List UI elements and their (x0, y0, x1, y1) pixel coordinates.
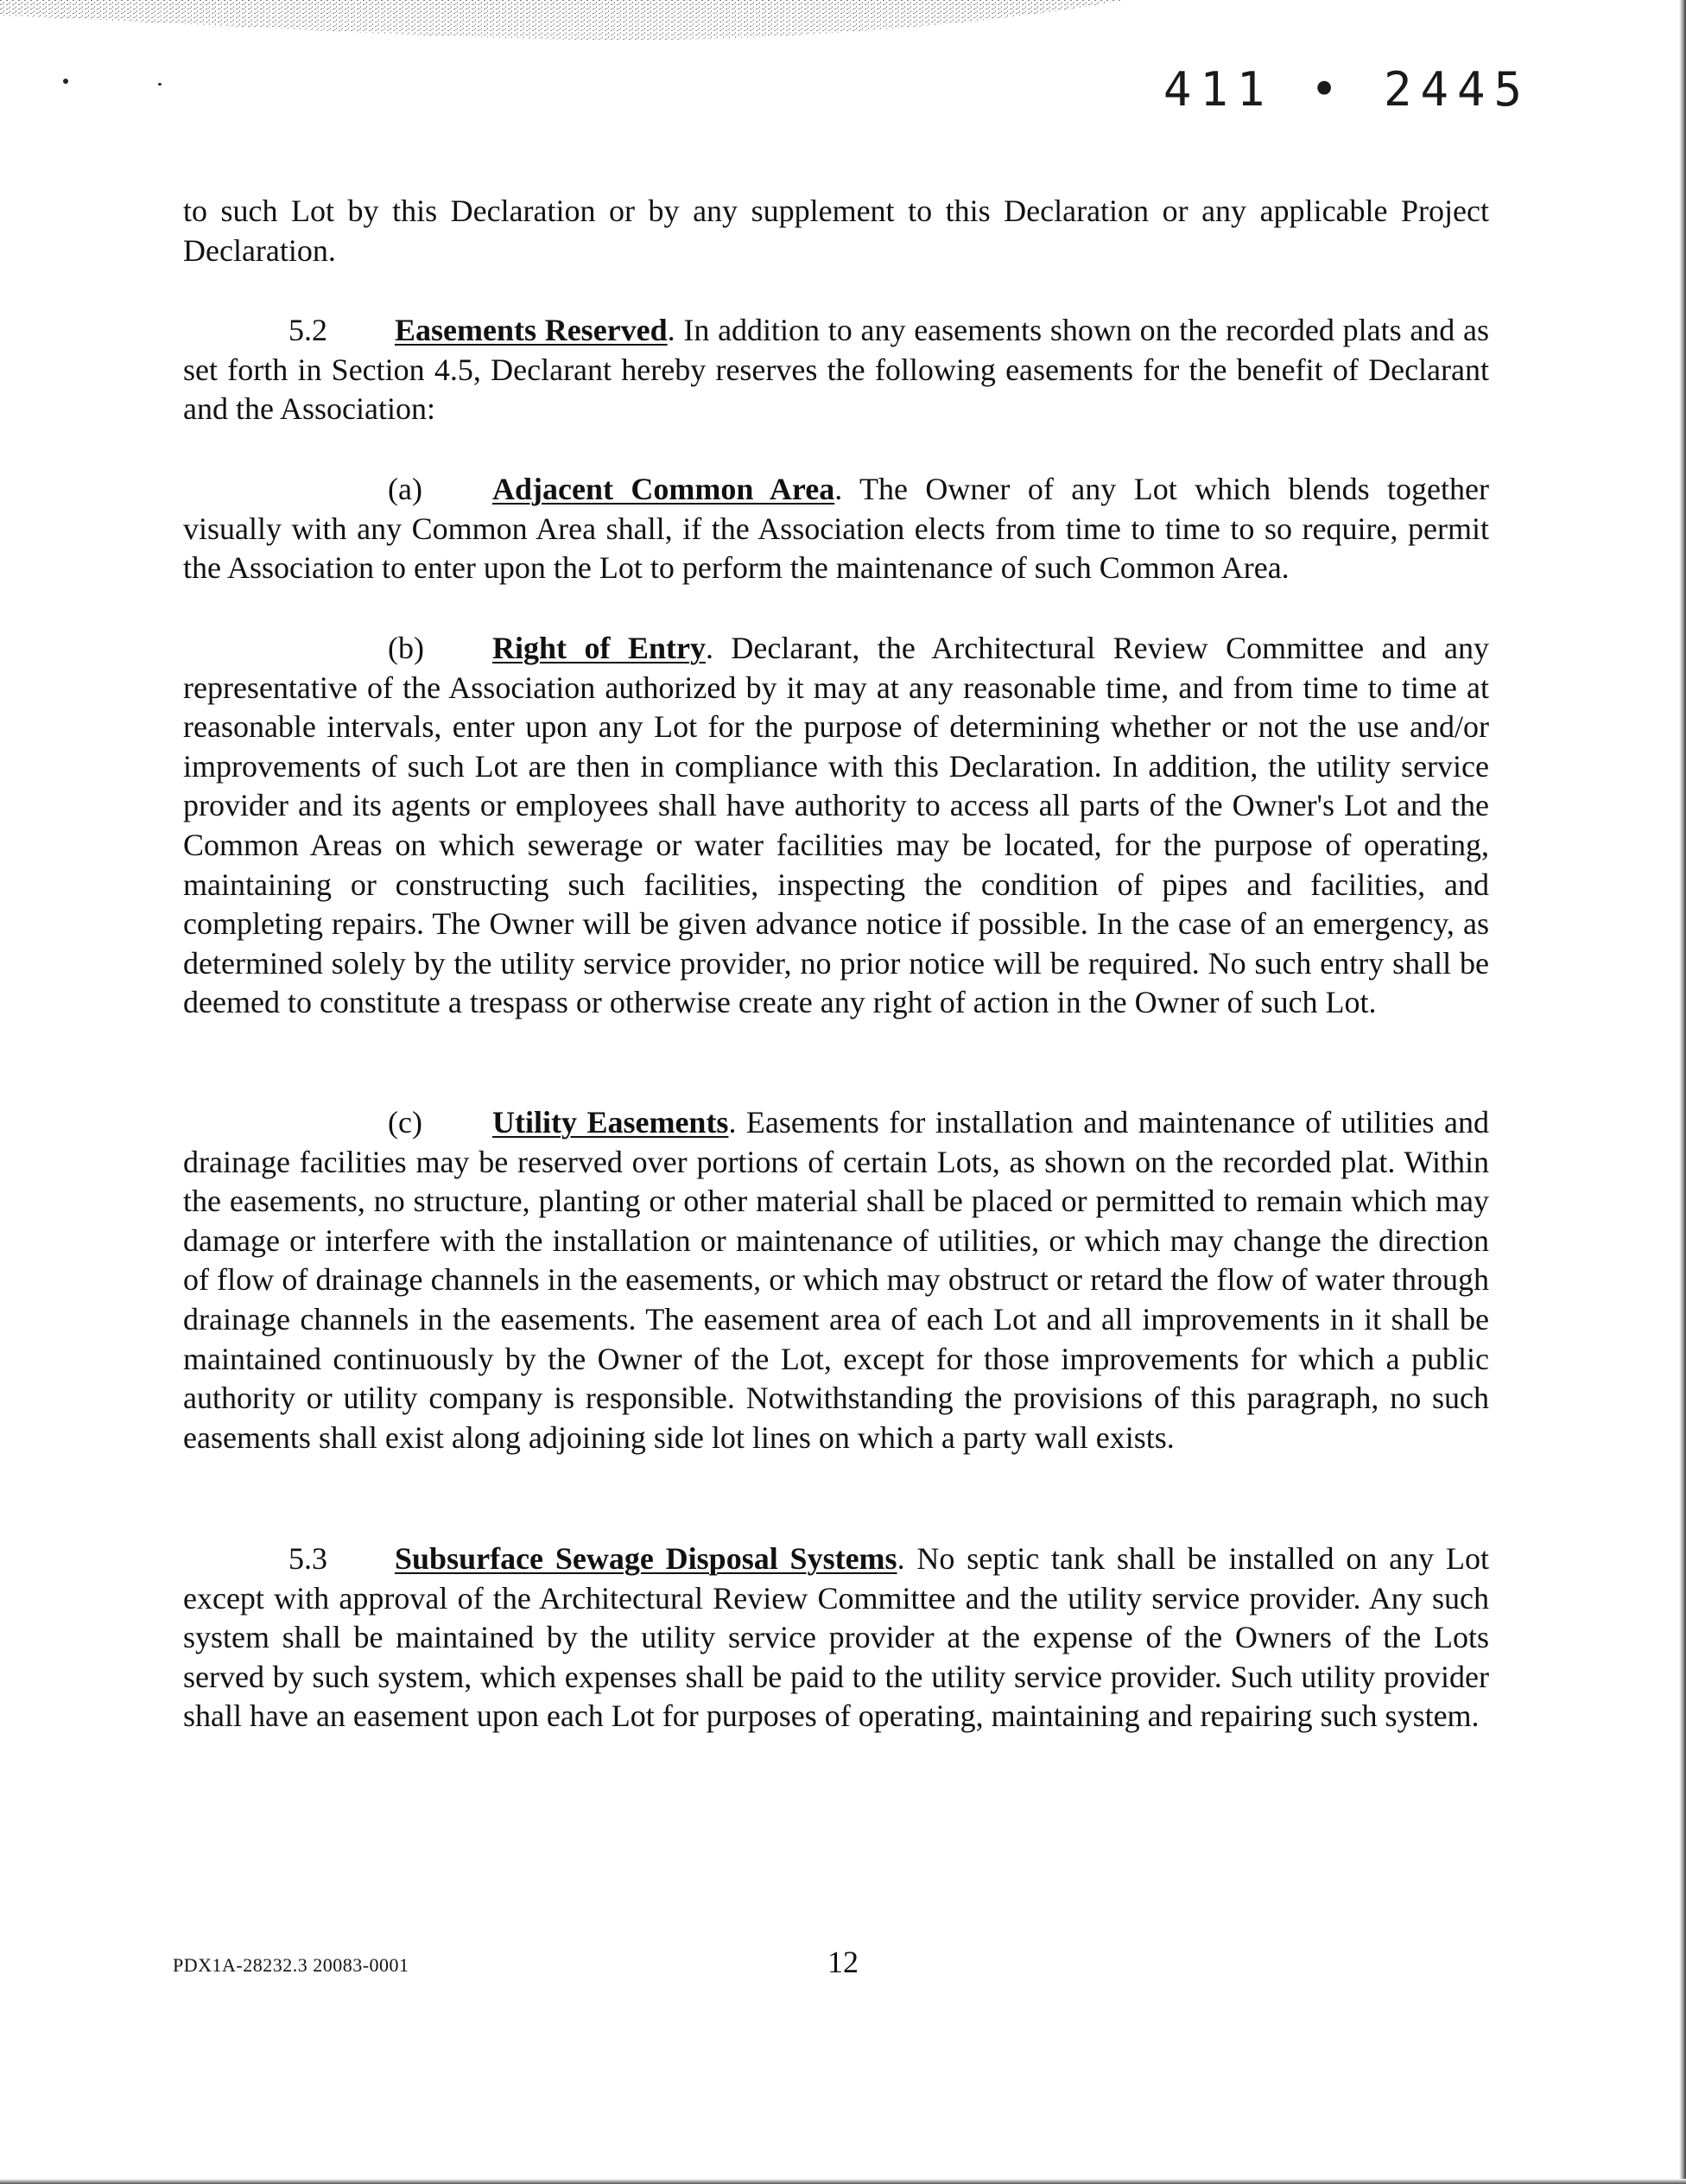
subsection-b (183, 629, 1489, 1023)
subsection-label: (b) (388, 631, 424, 665)
section-number: 5.2 (288, 313, 327, 347)
scan-speck (158, 83, 162, 86)
section-text: . In addition to any easements shown on the recorded plats and as set forth in Section 4.5, Declarant hereby reserves the following easements for the benefit of Declarant and the Association: (183, 313, 1490, 427)
subsection-text: . Easements for installation and maintenance of utilities and drainage facilities may be reserved over portions of certain Lots, as shown on the recorded plat. Within the easements, no structure, planting or other material shall be placed or permitted to remain which may damage or interfere with the installation or maintenance of utilities, or which may change the direction of flow of drainage channels in the easements, or which may obstruct or retard the flow of water through drainage channels in the easements. The easement area of each Lot and all improvements in it shall be maintained continuously by the Owner of the Lot, except for those improvements for which a public authority or utility company is responsible. Notwithstanding the provisions of this paragraph, no such easements shall exist along adjoining side lot lines on which a party wall exists. (183, 1105, 1490, 1455)
subsection-text: . The Owner of any Lot which blends together visually with any Common Area shall, if the Association elects from time to time to so require, permit the Association to enter upon the Lot to perform the maintenance of such Common Area. (183, 472, 1489, 586)
page-number: 12 (827, 1945, 859, 1979)
subsection-label: (a) (388, 472, 422, 506)
subsection-c (183, 1103, 1489, 1457)
scan-speck (63, 79, 68, 84)
section-heading: Subsurface Sewage Disposal Systems (395, 1541, 897, 1576)
continuation-paragraph: to such Lot by this Declaration or by any supplement to this Declaration or any applicable Project Declaration. (183, 194, 1489, 268)
section-5-3 (183, 1540, 1489, 1736)
section-text: . No septic tank shall be installed on any Lot except with approval of the Architectural Review Committee and the utility service provider. Any such system shall be maintained by the utility service provider at the expense of the Owners of the Lots served by such system, which expenses shall be paid to the utility service provider. Such utility provider shall have an easement upon each Lot for purposes of operating, maintaining and repairing such system. (183, 1541, 1489, 1734)
subsection-heading: Right of Entry (492, 631, 706, 665)
section-number: 5.3 (288, 1541, 327, 1576)
subsection-heading: Adjacent Common Area (492, 472, 835, 506)
subsection-heading: Utility Easements (492, 1105, 729, 1140)
subsection-a (183, 470, 1489, 588)
section-5-2 (183, 311, 1489, 429)
subsection-label: (c) (388, 1105, 422, 1140)
scan-edge-bottom (0, 2179, 1686, 2184)
scan-edge-right (1679, 0, 1686, 2184)
section-heading: Easements Reserved (395, 313, 668, 347)
recording-book-page-number: 411 • 2445 (1163, 62, 1531, 117)
subsection-text: . Declarant, the Architectural Review Committee and any representative of the Association authorized by it may at any reasonable time, and from time to time at reasonable intervals, enter upon any Lot for the purpose of determining whether or not the use and/or improvements of such Lot are then in compliance with this Declaration. In addition, the utility service provider and its agents or employees shall have authority to access all parts of the Owner's Lot and the Common Areas on which sewerage or water facilities may be located, for the purpose of operating, maintaining or constructing such facilities, inspecting the condition of pipes and facilities, and completing repairs. The Owner will be given advance notice if possible. In the case of an emergency, as determined solely by the utility service provider, no prior notice will be required. No such entry shall be deemed to constitute a trespass or otherwise create any right of action in the Owner of such Lot. (183, 631, 1489, 1020)
scan-noise-top (0, 0, 1686, 60)
document-code: PDX1A-28232.3 20083-0001 (173, 1954, 409, 1976)
